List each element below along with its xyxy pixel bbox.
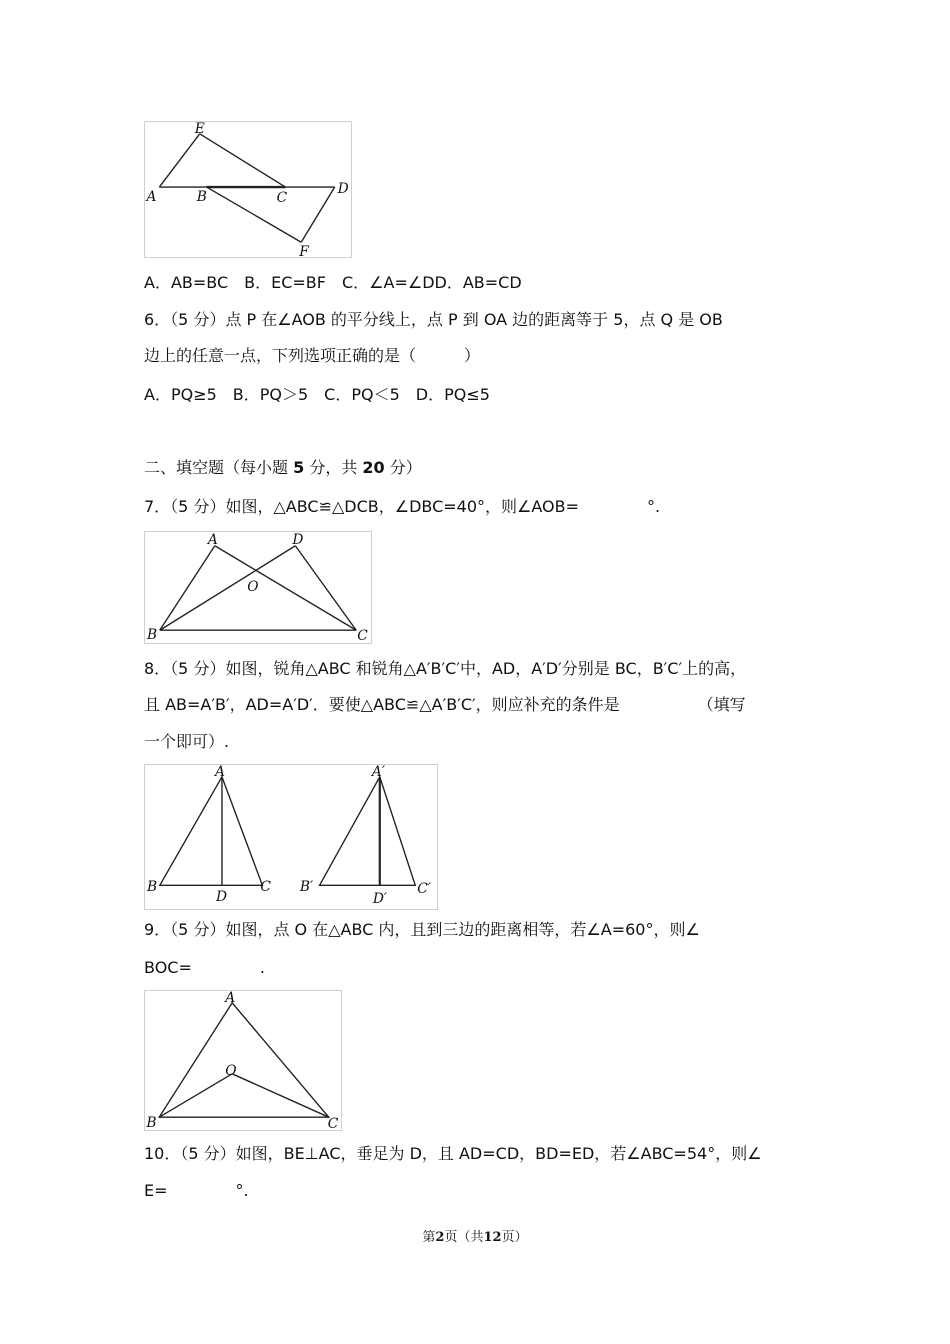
q7-line1	[144, 496, 660, 518]
footer-page-number: 2	[435, 1230, 445, 1245]
section2-prefix: 二、填空题（每小题	[144, 458, 294, 477]
q8-line1: 8．（5 分）如图，锐角△ABC 和锐角△A′B′C′中，AD，A′D′分别是 BC，B′C′上的高，	[144, 659, 747, 678]
segment-fd	[301, 187, 335, 242]
label-o: O	[225, 1062, 237, 1079]
triangle-abc	[159, 1003, 329, 1117]
segment-ac	[215, 546, 356, 630]
figure-q8	[144, 764, 438, 910]
q10-line2	[144, 1180, 249, 1202]
q9-line2-tail: .	[259, 958, 265, 977]
q8-line2	[144, 694, 746, 716]
segment-ec	[200, 134, 286, 187]
label-c: C	[260, 879, 271, 896]
page-footer	[0, 1228, 950, 1248]
label-c: C	[327, 1116, 339, 1130]
section2-total: 20	[362, 458, 385, 477]
section2-score: 5	[293, 458, 305, 477]
label-a-prime: A′	[371, 765, 385, 780]
section2-mid: 分，共	[304, 458, 363, 477]
q10-line1: 10．（5 分）如图，BE⊥AC，垂足为 D，且 AD=CD，BD=ED，若∠ABC=54°，则∠	[144, 1144, 762, 1163]
label-c: C	[357, 628, 368, 643]
footer-prefix: 第	[422, 1230, 436, 1245]
label-a: A	[146, 188, 157, 205]
segment-oc	[232, 1074, 329, 1117]
q9-line1: 9．（5 分）如图，点 O 在△ABC 内，且到三边的距离相等，若∠A=60°，则∠	[144, 920, 700, 939]
q8-line3: 一个即可）.	[144, 732, 230, 751]
label-b: B	[196, 188, 207, 205]
label-c-prime: C′	[417, 881, 431, 898]
footer-mid: 页（共	[444, 1230, 484, 1245]
figure-q7-svg	[145, 532, 371, 643]
label-a: A	[207, 532, 218, 548]
q6-options: A．PQ≥5 B．PQ＞5 C．PQ＜5 D．PQ≤5	[144, 385, 490, 404]
q5-options: A．AB=BC B．EC=BF C．∠A=∠DD．AB=CD	[144, 273, 522, 292]
figure-q5	[144, 121, 352, 258]
label-b-prime: B′	[299, 879, 314, 896]
label-d: D	[337, 180, 349, 197]
label-o: O	[247, 578, 259, 595]
q8-line2-text: 且 AB=A′B′，AD=A′D′．要使△ABC≌△A′B′C′，则应补充的条件是	[144, 695, 620, 714]
label-b: B	[147, 627, 158, 643]
label-f: F	[299, 244, 309, 257]
segment-bd	[160, 546, 296, 630]
section2-heading	[144, 457, 422, 479]
q9-line2-text: BOC=	[144, 958, 192, 977]
label-c: C	[276, 189, 288, 206]
q9-line2	[144, 957, 265, 979]
label-d: D	[216, 889, 228, 906]
footer-total-pages: 12	[483, 1230, 502, 1245]
label-b: B	[146, 1115, 157, 1130]
q7-text: 7．（5 分）如图，△ABC≌△DCB，∠DBC=40°，则∠AOB=	[144, 497, 580, 516]
q8-line2-tail: （填写	[697, 695, 746, 714]
q6-line2: 边上的任意一点，下列选项正确的是（ ）	[144, 346, 481, 365]
segment-bo	[159, 1074, 232, 1117]
q10-line2-text: E=	[144, 1181, 168, 1200]
footer-suffix: 页）	[501, 1230, 528, 1245]
figure-q9	[144, 990, 342, 1131]
q7-tail: °.	[647, 497, 661, 516]
segment-dc	[295, 546, 356, 630]
label-e: E	[194, 122, 205, 137]
segment-ba	[160, 546, 215, 630]
label-d: D	[292, 532, 304, 548]
label-a: A	[215, 765, 226, 780]
figure-q9-svg	[145, 991, 341, 1130]
label-b: B	[147, 879, 158, 896]
label-a: A	[225, 991, 236, 1006]
figure-q7	[144, 531, 372, 644]
section2-suffix: 分）	[384, 458, 422, 477]
label-d-prime: D′	[372, 891, 388, 908]
triangle-abc	[160, 777, 263, 885]
triangle-a2b2c2	[320, 777, 416, 885]
q10-line2-tail: °.	[235, 1181, 249, 1200]
figure-q8-svg	[145, 765, 437, 909]
q6-line1: 6．（5 分）点 P 在∠AOB 的平分线上，点 P 到 OA 边的距离等于 5，点 Q 是 OB	[144, 310, 723, 329]
segment-ae	[159, 134, 199, 187]
figure-q5-svg	[145, 122, 351, 257]
